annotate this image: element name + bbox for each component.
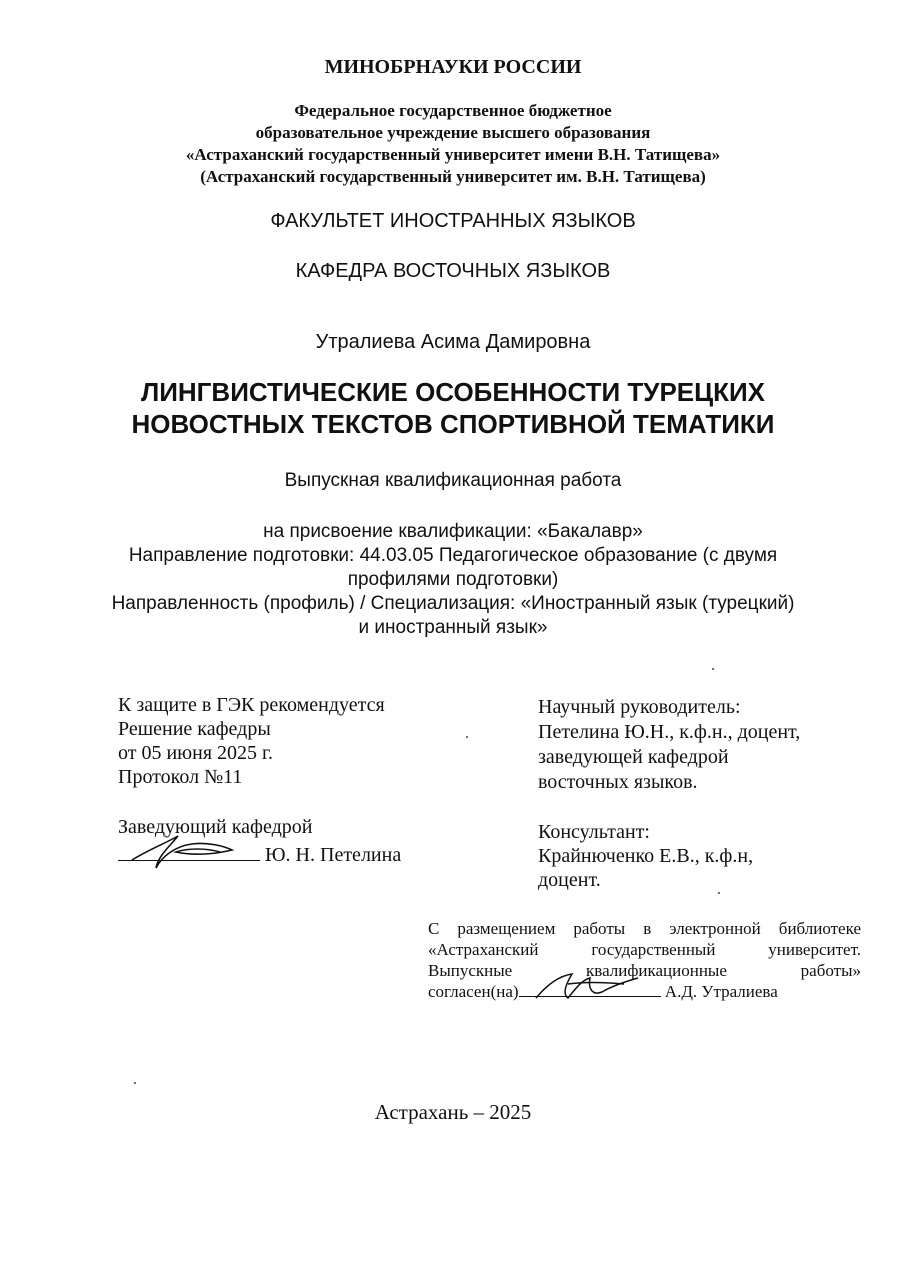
defense-line: К защите в ГЭК рекомендуется [118, 694, 385, 716]
library-line: Выпускные квалификационные работы» [428, 961, 861, 980]
supervisor-block [538, 695, 800, 795]
defense-line: от 05 июня 2025 г. [118, 742, 273, 764]
details-line: на присвоение квалификации: «Бакалавр» [263, 521, 643, 542]
head-of-department-name: Ю. Н. Петелина [265, 844, 402, 866]
consultant-line: Консультант: [538, 821, 650, 843]
title-line: НОВОСТНЫХ ТЕКСТОВ СПОРТИВНОЙ ТЕМАТИКИ [131, 409, 775, 439]
qualification-details [0, 520, 906, 640]
supervisor-line: заведующей кафедрой [538, 746, 729, 768]
library-line: «Астраханский государственный университет. [428, 940, 861, 959]
scan-speck [718, 892, 720, 894]
details-line: Направленность (профиль) / Специализация: «Иностранный язык (турецкий) [111, 593, 795, 614]
defense-line: Протокол №11 [118, 766, 243, 788]
head-of-department-label: Заведующий кафедрой [118, 816, 313, 838]
faculty-name: ФАКУЛЬТЕТ ИНОСТРАННЫХ ЯЗЫКОВ [270, 210, 636, 232]
head-signature-image [128, 828, 238, 870]
scan-speck [134, 1082, 136, 1084]
title-line: ЛИНГВИСТИЧЕСКИЕ ОСОБЕННОСТИ ТУРЕЦКИХ [140, 377, 766, 407]
agreed-label: согласен(на) [428, 982, 519, 1001]
department-name: КАФЕДРА ВОСТОЧНЫХ ЯЗЫКОВ [295, 260, 611, 282]
details-line: профилями подготовки) [347, 569, 559, 590]
scan-speck [712, 668, 714, 670]
institution-line: Федеральное государственное бюджетное [294, 101, 612, 120]
details-line: и иностранный язык» [358, 617, 548, 638]
scan-speck [466, 736, 468, 738]
student-name: А.Д. Утралиева [664, 982, 778, 1001]
author-name: Утралиева Асима Дамировна [315, 331, 591, 353]
supervisor-line: восточных языков. [538, 771, 698, 793]
institution-block [0, 100, 906, 188]
supervisor-line: Научный руководитель: [538, 696, 741, 718]
ministry-name: МИНОБРНАУКИ РОССИИ [324, 56, 582, 78]
work-type: Выпускная квалификационная работа [284, 470, 622, 491]
student-signature-image [532, 968, 644, 1006]
library-signature-row [428, 981, 861, 1002]
city-year: Астрахань – 2025 [374, 1100, 532, 1124]
supervisor-line: Петелина Ю.Н., к.ф.н., доцент, [538, 721, 801, 743]
consultant-block [538, 820, 753, 892]
institution-line: образовательное учреждение высшего образования [255, 123, 651, 142]
defense-recommendation [118, 693, 385, 789]
consultant-line: Крайнюченко Е.В., к.ф.н, [538, 845, 754, 867]
institution-line: (Астраханский государственный университет им. В.Н. Татищева) [200, 167, 706, 186]
consultant-line: доцент. [538, 869, 601, 891]
institution-line: «Астраханский государственный университет имени В.Н. Татищева» [185, 145, 721, 164]
thesis-title [0, 376, 906, 440]
library-line: С размещением работы в электронной библиотеке [428, 919, 861, 938]
details-line: Направление подготовки: 44.03.05 Педагогическое образование (с двумя [128, 545, 778, 566]
defense-line: Решение кафедры [118, 718, 271, 740]
library-consent-block [428, 918, 861, 1002]
